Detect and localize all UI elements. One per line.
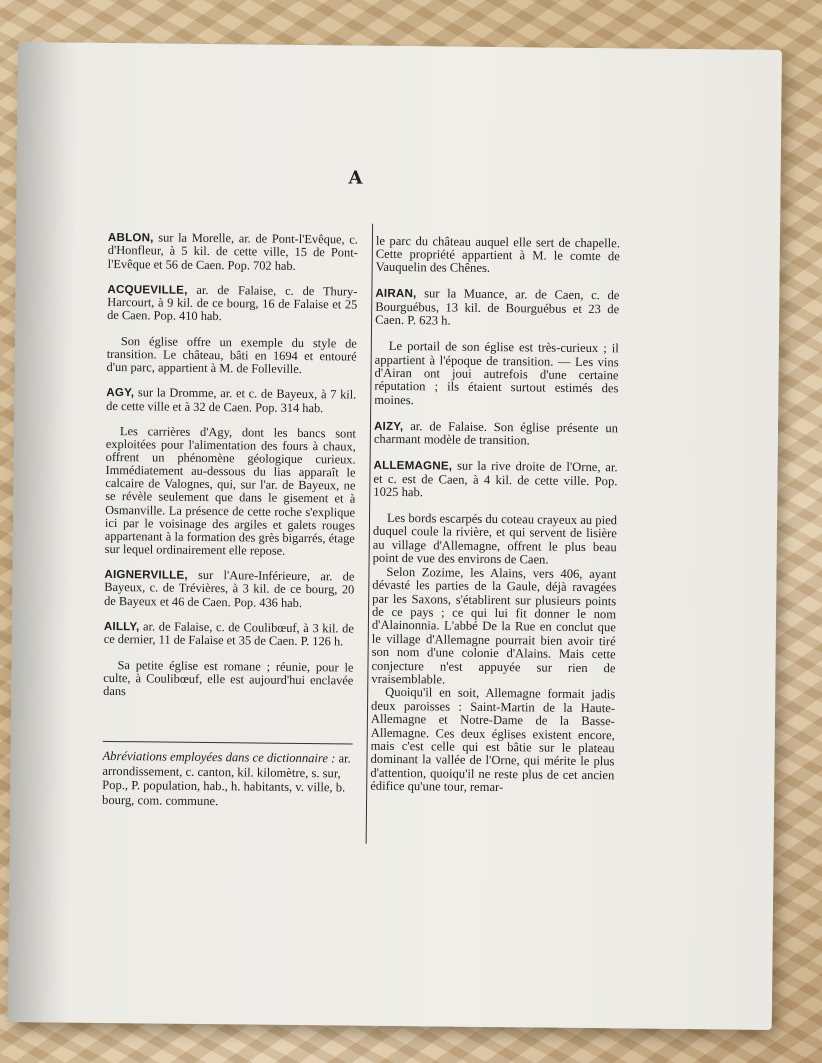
section-letter: A: [348, 167, 363, 189]
dictionary-entry: [107, 283, 357, 325]
entry-headword: ACQUEVILLE,: [107, 283, 188, 297]
entry-text: sur la rive droite de l'Orne, ar. et c. est de Caen, à 4 kil. de cette ville. Pop. 1025 hab.: [373, 458, 618, 500]
book-page: [8, 42, 782, 1030]
entry-text: ar. de Falaise. Son église présente un charmant modèle de transition.: [373, 418, 619, 448]
entry-headword: AGY,: [106, 386, 135, 400]
right-column: [370, 222, 620, 796]
dictionary-entry: [104, 568, 354, 610]
dictionary-entry: [374, 340, 619, 410]
entry-text: Selon Zozime, les Alains, vers 406, ayant dévasté les parties de la Gaule, déjà ravagées par les Saxons, s'établirent sur plusieurs points de ce pays ; ce qui lui fit donner le nom d'Alainonnia. L'abbé De la Rue en conclut que le village d'Allemagne pourrait bien avoir tiré son nom d'une colonie d'Alains. Mais cette conjecture n'est appuyée sur rien de vraisemblable.: [371, 564, 617, 687]
entry-headword: AIZY,: [373, 419, 404, 433]
entry-text: Les carrières d'Agy, dont les bancs sont exploitées pour l'alimentation des fours à chaux, offrent un phénomène géologique curieux. Immédiatement au-dessous du lias apparaît le calcaire de Valognes, qui, sur l'ar. de Bayeux, ne se révèle seulement que dans le gisement et à Osmanville. La présence de cette roche s'explique ici par le voisinage des argiles et galets rouges appartenant à la formation des grès bigarrés, étage sur lequel ordinairement elle repose.: [104, 424, 356, 558]
entry-text: sur l'Aure-Inférieure, ar. de Bayeux, c. de Trévières, à 3 kil. de ce bourg, 20 de Bayeux et 46 de Caen. Pop. 436 hab.: [104, 568, 355, 610]
dictionary-entry: [105, 425, 356, 559]
entry-text: Quoiqu'il en soit, Allemagne formait jadis deux paroisses : Saint-Martin de la Haute-Allemagne et Notre-Dame de la Basse-Allemagne. Ces deux églises existent encore, mais c'est celle qui est bâtie sur le plateau dominant la vallée de l'Orne, qui mérite le plus d'attention, quoiqu'il ne reste plus de cet ancien édifice qu'une tour, remar-: [370, 685, 616, 795]
entry-text: Sa petite église est romane ; réunie, pour le culte, à Coulibœuf, elle est aujourd'hui enclavée dans: [103, 657, 354, 698]
dictionary-entry: [103, 658, 353, 700]
dictionary-entry: [374, 420, 618, 449]
entry-headword: AIGNERVILLE,: [104, 568, 188, 583]
page-gutter-shadow: [8, 42, 78, 1023]
dictionary-entry: [370, 686, 615, 796]
entry-text: le parc du château auquel elle sert de chapelle. Cette propriété appartient à M. le comte de Vauquelin des Chênes.: [375, 233, 621, 276]
dictionary-entry: [375, 287, 619, 330]
entry-text: sur la Dromme, ar. et c. de Bayeux, à 7 kil. de cette ville et à 32 de Caen. Pop. 314 hab.: [106, 385, 357, 415]
entry-text: Son église offre un exemple du style de transition. Le château, bâti en 1694 et entouré d'un parc, appartient à M. de Folleville.: [106, 333, 357, 376]
dictionary-entry: [107, 335, 357, 377]
footnote-rule: [103, 741, 353, 745]
dictionary-entry: [376, 234, 620, 277]
dictionary-entry: [373, 459, 617, 502]
entry-text: ar. de Falaise, c. de Coulibœuf, à 3 kil. de ce dernier, 11 de Falaise et 35 de Caen. P. 126 h.: [103, 619, 354, 649]
dictionary-entry: [106, 386, 356, 415]
entry-text: ar. de Falaise, c. de Thury-Harcourt, à 9 kil. de ce bourg, 16 de Falaise et 25 de Caen. Pop. 410 hab.: [107, 282, 358, 324]
entry-headword: AIRAN,: [375, 287, 417, 301]
entry-text: Le portail de son église est très-curieux ; il appartient à l'époque de transition. — Les vins d'Airan ont joui autrefois d'une certaine réputation ; ils étaient surtout estimés des moines.: [374, 339, 619, 408]
dictionary-entry: [373, 512, 618, 568]
entry-headword: AILLY,: [103, 619, 140, 634]
entry-headword: ABLON,: [107, 231, 154, 245]
dictionary-entry: [108, 231, 358, 273]
entry-headword: ALLEMAGNE,: [373, 458, 453, 473]
entry-text: Les bords escarpés du coteau crayeux au pied duquel coule la rivière, et qui servent de lisière au village d'Allemagne, offrent le plus beau point de vue des environs de Caen.: [372, 510, 618, 567]
abbreviations-items: ar. arrondissement, c. canton, kil. kilomètre, s. sur, Pop., P. population, hab., h. habitants, v. ville, b. bourg, com. commune.: [101, 751, 351, 808]
abbreviations-lead: Abréviations employées dans ce dictionnaire :: [102, 748, 336, 766]
entry-text: sur la Morelle, ar. de Pont-l'Evêque, c. d'Honfleur, à 5 kil. de cette ville, 15 de Pont-l'Evêque et 56 de Caen. Pop. 702 hab.: [107, 230, 359, 273]
left-column: [103, 219, 358, 700]
dictionary-entry: [104, 620, 354, 649]
abbreviations-note: [102, 749, 353, 810]
entry-text: sur la Muance, ar. de Caen, c. de Bourguébus, 13 kil. de Bourguébus et 23 de Caen. P. 623 h.: [375, 286, 620, 328]
dictionary-entry: [371, 565, 616, 688]
